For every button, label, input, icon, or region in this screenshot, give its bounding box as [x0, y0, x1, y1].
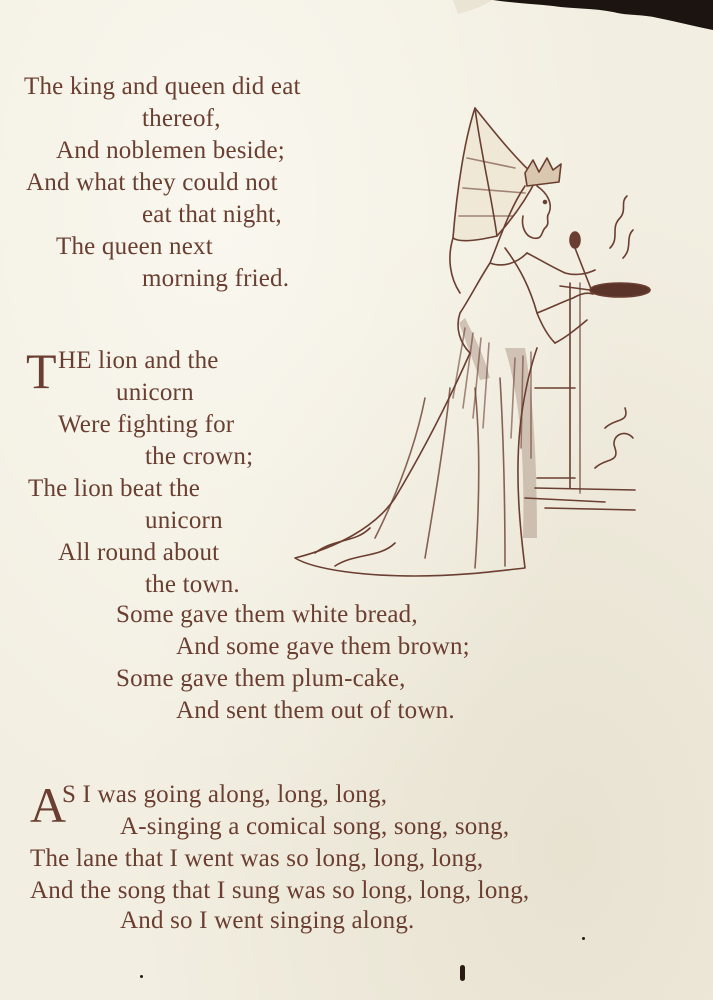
verse-line: The queen next — [56, 233, 213, 260]
page-speck — [140, 975, 143, 978]
torn-page-edge — [453, 0, 713, 40]
drop-cap: T — [26, 343, 57, 399]
verse-line: And some gave them brown; — [176, 633, 470, 660]
verse-line: unicorn — [145, 507, 223, 534]
verse-line: And noblemen beside; — [56, 137, 285, 164]
drop-cap: A — [30, 777, 67, 833]
verse-line: And what they could not — [26, 169, 278, 196]
verse-line: HE lion and the — [58, 347, 219, 374]
verse-line: Were fighting for — [58, 411, 235, 438]
verse-line: eat that night, — [142, 201, 282, 228]
verse-line: thereof, — [142, 105, 221, 132]
verse-line: A-singing a comical song, song, song, — [120, 813, 510, 840]
verse-line: Some gave them plum-cake, — [116, 665, 406, 692]
verse-line: The king and queen did eat — [24, 73, 301, 100]
verse-line: All round about — [58, 539, 220, 566]
page-speck — [582, 937, 585, 940]
verse-line: morning fried. — [142, 265, 290, 292]
verse-line: And the song that I sung was so long, long, long, — [30, 877, 530, 904]
page-speck — [460, 965, 465, 981]
verse-line: the crown; — [145, 443, 254, 470]
verse-line: the town. — [145, 571, 240, 598]
verse-line: The lion beat the — [28, 475, 201, 502]
queen-frying-pan-illustration — [275, 98, 665, 588]
verse-line: unicorn — [116, 379, 194, 406]
verse-line: Some gave them white bread, — [116, 601, 418, 628]
verse-line: And so I went singing along. — [120, 907, 415, 934]
verse-line: The lane that I went was so long, long, long, — [30, 845, 484, 872]
verse-line: And sent them out of town. — [176, 697, 455, 724]
verse-line: S I was going along, long, long, — [62, 781, 388, 808]
